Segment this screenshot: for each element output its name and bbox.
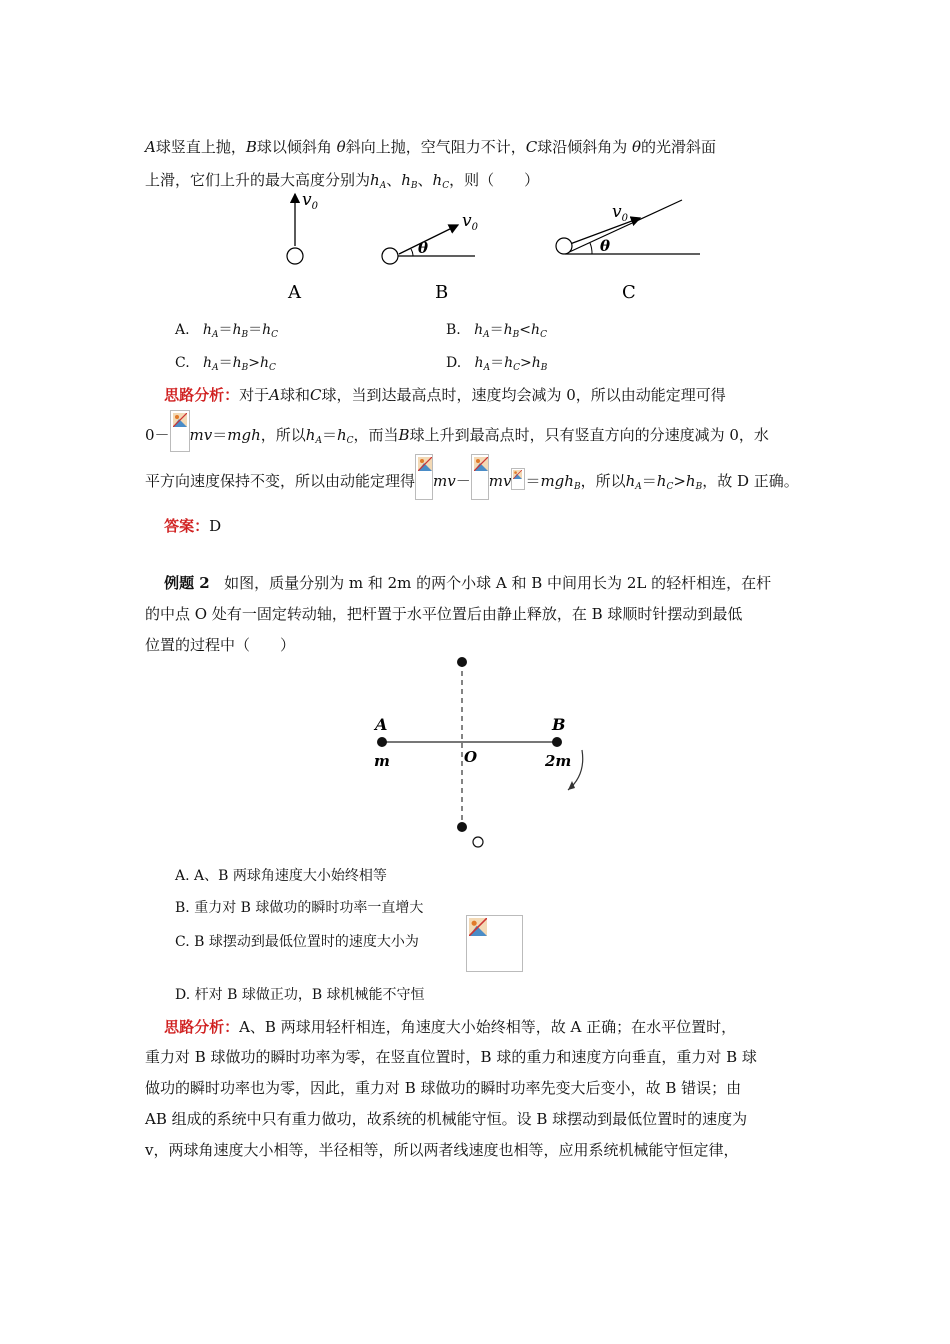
h-symbol: h xyxy=(232,322,242,338)
text: ＝ xyxy=(490,355,505,371)
subscript: C xyxy=(442,181,450,191)
subscript: B xyxy=(410,181,418,191)
text: ＝ xyxy=(641,472,657,490)
text: < xyxy=(519,322,532,338)
subscript: C xyxy=(666,482,674,492)
text: ，而当 xyxy=(353,426,399,444)
broken-image-icon xyxy=(170,410,190,452)
theta-label: θ xyxy=(418,239,429,257)
text: ＝ xyxy=(248,322,263,338)
q1-option-d[interactable] xyxy=(446,353,547,378)
v0-label: $v_0$ xyxy=(302,190,318,212)
h-symbol: h xyxy=(262,322,272,338)
h-symbol: h xyxy=(232,355,242,371)
text: mv xyxy=(433,472,456,490)
text: mgh xyxy=(227,426,261,444)
figure-b xyxy=(382,211,479,303)
text: ＝ xyxy=(212,426,228,444)
q1-analysis-line-2 xyxy=(145,410,769,450)
ball-b xyxy=(382,248,398,264)
subscript: C xyxy=(346,436,354,446)
subscript: B xyxy=(540,363,548,373)
h-symbol: h xyxy=(203,355,213,371)
subscript: A xyxy=(211,330,219,340)
q2-option-b[interactable]: B. 重力对 B 球做功的瞬时功率一直增大 xyxy=(175,900,424,916)
text: 、 xyxy=(386,171,402,189)
text: ＝ xyxy=(218,322,233,338)
text: ，所以 xyxy=(580,472,626,490)
analysis-label: 思路分析： xyxy=(164,1018,240,1036)
q2-analysis-line-4: AB 组成的系统中只有重力做功，故系统的机械能守恒。设 B 球摆动到最低位置时的速度为 xyxy=(145,1110,748,1128)
text: mv xyxy=(189,426,213,444)
h-symbol: h xyxy=(432,171,443,189)
text: 、 xyxy=(417,171,433,189)
figure-label-c: C xyxy=(622,282,636,303)
text: C. B 球摆动到最低位置时的速度大小为 xyxy=(175,934,419,950)
text: A xyxy=(269,386,280,404)
option-key: D. xyxy=(446,355,462,371)
v0-label: $v_0$ xyxy=(612,202,628,224)
h-symbol: h xyxy=(401,171,411,189)
text: h xyxy=(685,472,696,490)
text: h xyxy=(305,426,316,444)
v0-label: $v_0$ xyxy=(462,211,478,233)
small-circle xyxy=(473,837,483,847)
projectile-figure xyxy=(270,188,710,308)
theta-symbol: θ xyxy=(631,138,642,156)
ball-a xyxy=(377,737,387,747)
text: > xyxy=(520,355,532,371)
subscript: A xyxy=(483,363,491,373)
text: 的光滑斜面 xyxy=(641,138,717,156)
h-symbol: h xyxy=(259,355,269,371)
q1-option-a[interactable] xyxy=(175,320,278,345)
text: 球竖直上抛， xyxy=(155,138,246,156)
text: mv xyxy=(488,472,512,490)
figure-label-b: B xyxy=(435,282,449,303)
text: h xyxy=(336,426,347,444)
answer-value: D xyxy=(209,517,222,535)
text: h xyxy=(656,472,667,490)
subscript: C xyxy=(513,363,520,373)
option-key: B. xyxy=(446,322,461,338)
h-symbol: h xyxy=(531,355,541,371)
text: ，故 D 正确。 xyxy=(702,472,799,490)
option-key: C. xyxy=(175,355,190,371)
rod-figure xyxy=(360,650,600,855)
ball-c-label: C xyxy=(525,138,538,156)
label-o: O xyxy=(464,748,478,766)
q2-analysis-line-3: 做功的瞬时功率也为零，因此，重力对 B 球做功的瞬时功率先变大后变小，故 B 错误；由 xyxy=(145,1079,742,1097)
text: 平方向速度保持不变，所以由动能定理得 xyxy=(145,472,416,490)
bottom-position-dot xyxy=(457,822,467,832)
q2-option-c[interactable] xyxy=(175,932,419,952)
q2-line-2: 的中点 O 处有一固定转动轴，把杆置于水平位置后由静止释放，在 B 球顺时针摆动到最低 xyxy=(145,605,743,623)
text: 球和 xyxy=(279,386,310,404)
theta-label: θ xyxy=(600,237,611,255)
h-symbol: h xyxy=(503,322,513,338)
text: 球，当到达最高点时，速度均会减为 0，所以由动能定理可得 xyxy=(321,386,726,404)
broken-image-icon xyxy=(415,454,433,500)
text: 斜向上抛，空气阻力不计， xyxy=(345,138,526,156)
h-symbol: h xyxy=(531,322,541,338)
text: 球沿倾斜角为 xyxy=(537,138,632,156)
ball-b-label: B xyxy=(245,138,257,156)
q2-line-3: 位置的过程中（ ） xyxy=(145,636,296,654)
text: h xyxy=(625,472,636,490)
text: > xyxy=(673,472,686,490)
broken-image-icon xyxy=(511,468,525,490)
text: B xyxy=(398,426,410,444)
text: 球上升到最高点时，只有竖直方向的分速度减为 0，水 xyxy=(409,426,769,444)
figure-c xyxy=(556,200,700,303)
figure-label-a: A xyxy=(288,282,301,303)
ball-c xyxy=(556,238,572,254)
h-symbol: h xyxy=(474,322,484,338)
text: > xyxy=(248,355,260,371)
text: A、B 两球用轻杆相连，角速度大小始终相等，故 A 正确；在水平位置时， xyxy=(239,1018,737,1036)
q1-line-1 xyxy=(145,137,716,157)
subscript: C xyxy=(268,363,276,373)
option-key: A. xyxy=(175,322,190,338)
h-symbol: h xyxy=(474,355,484,371)
h-symbol: h xyxy=(504,355,514,371)
subscript: A xyxy=(379,181,387,191)
label-b: B xyxy=(552,715,566,734)
label-m: m xyxy=(374,752,390,770)
subscript: B xyxy=(573,482,581,492)
q1-answer xyxy=(145,516,221,536)
text: 如图，质量分别为 m 和 2m 的两个小球 A 和 B 中间用长为 2L 的轻杆相连，在杆 xyxy=(224,574,772,592)
answer-label: 答案： xyxy=(164,517,210,535)
text: mgh xyxy=(540,472,574,490)
subscript: C xyxy=(540,330,547,340)
broken-image-icon xyxy=(466,915,523,972)
top-position-dot xyxy=(457,657,467,667)
text: ＝ xyxy=(218,355,233,371)
q2-line-1 xyxy=(145,573,771,593)
label-2m: 2m xyxy=(545,752,572,770)
text: ，所以 xyxy=(260,426,306,444)
q2-option-a[interactable]: A. A、B 两球角速度大小始终相等 xyxy=(175,868,387,884)
text: 上滑，它们上升的最大高度分别为 xyxy=(145,171,371,189)
subscript: B xyxy=(695,482,703,492)
h-symbol: h xyxy=(370,171,380,189)
text: 对于 xyxy=(239,386,270,404)
broken-image-icon xyxy=(471,454,489,500)
q2-analysis-line-2: 重力对 B 球做功的瞬时功率为零，在竖直位置时，B 球的重力和速度方向垂直，重力对 B 球 xyxy=(145,1048,757,1066)
subscript: B xyxy=(512,330,520,340)
ball-a xyxy=(287,248,303,264)
text: C xyxy=(309,386,322,404)
text: － xyxy=(455,472,471,490)
figure-a xyxy=(287,190,319,303)
ball-a-label: A xyxy=(145,138,156,156)
q2-analysis-line-5: v，两球角速度大小相等，半径相等，所以两者线速度也相等，应用系统机械能守恒定律， xyxy=(145,1141,739,1159)
subscript: A xyxy=(483,330,490,340)
text: ＝ xyxy=(321,426,337,444)
subscript: A xyxy=(212,363,219,373)
text: ，则（ ） xyxy=(449,171,540,189)
subscript: B xyxy=(241,363,249,373)
subscript: C xyxy=(271,330,279,340)
q1-option-c[interactable] xyxy=(175,353,276,378)
theta-symbol: θ xyxy=(336,138,346,156)
text: ＝ xyxy=(489,322,504,338)
q2-option-d[interactable]: D. 杆对 B 球做正功，B 球机械能不守恒 xyxy=(175,987,425,1003)
example-title: 例题 2 xyxy=(164,574,210,592)
subscript: A xyxy=(635,482,642,492)
subscript: A xyxy=(315,436,322,446)
label-a: A xyxy=(375,715,388,734)
h-symbol: h xyxy=(202,322,212,338)
subscript: B xyxy=(241,330,249,340)
text: ＝ xyxy=(525,472,541,490)
analysis-label: 思路分析： xyxy=(164,386,240,404)
q2-analysis-line-1 xyxy=(145,1017,736,1037)
q1-option-b[interactable] xyxy=(446,320,547,345)
ball-b xyxy=(552,737,562,747)
q1-analysis-line-1 xyxy=(145,385,726,405)
text: 0－ xyxy=(145,426,170,444)
text: 球以倾斜角 xyxy=(256,138,337,156)
q1-analysis-line-3 xyxy=(145,454,799,500)
